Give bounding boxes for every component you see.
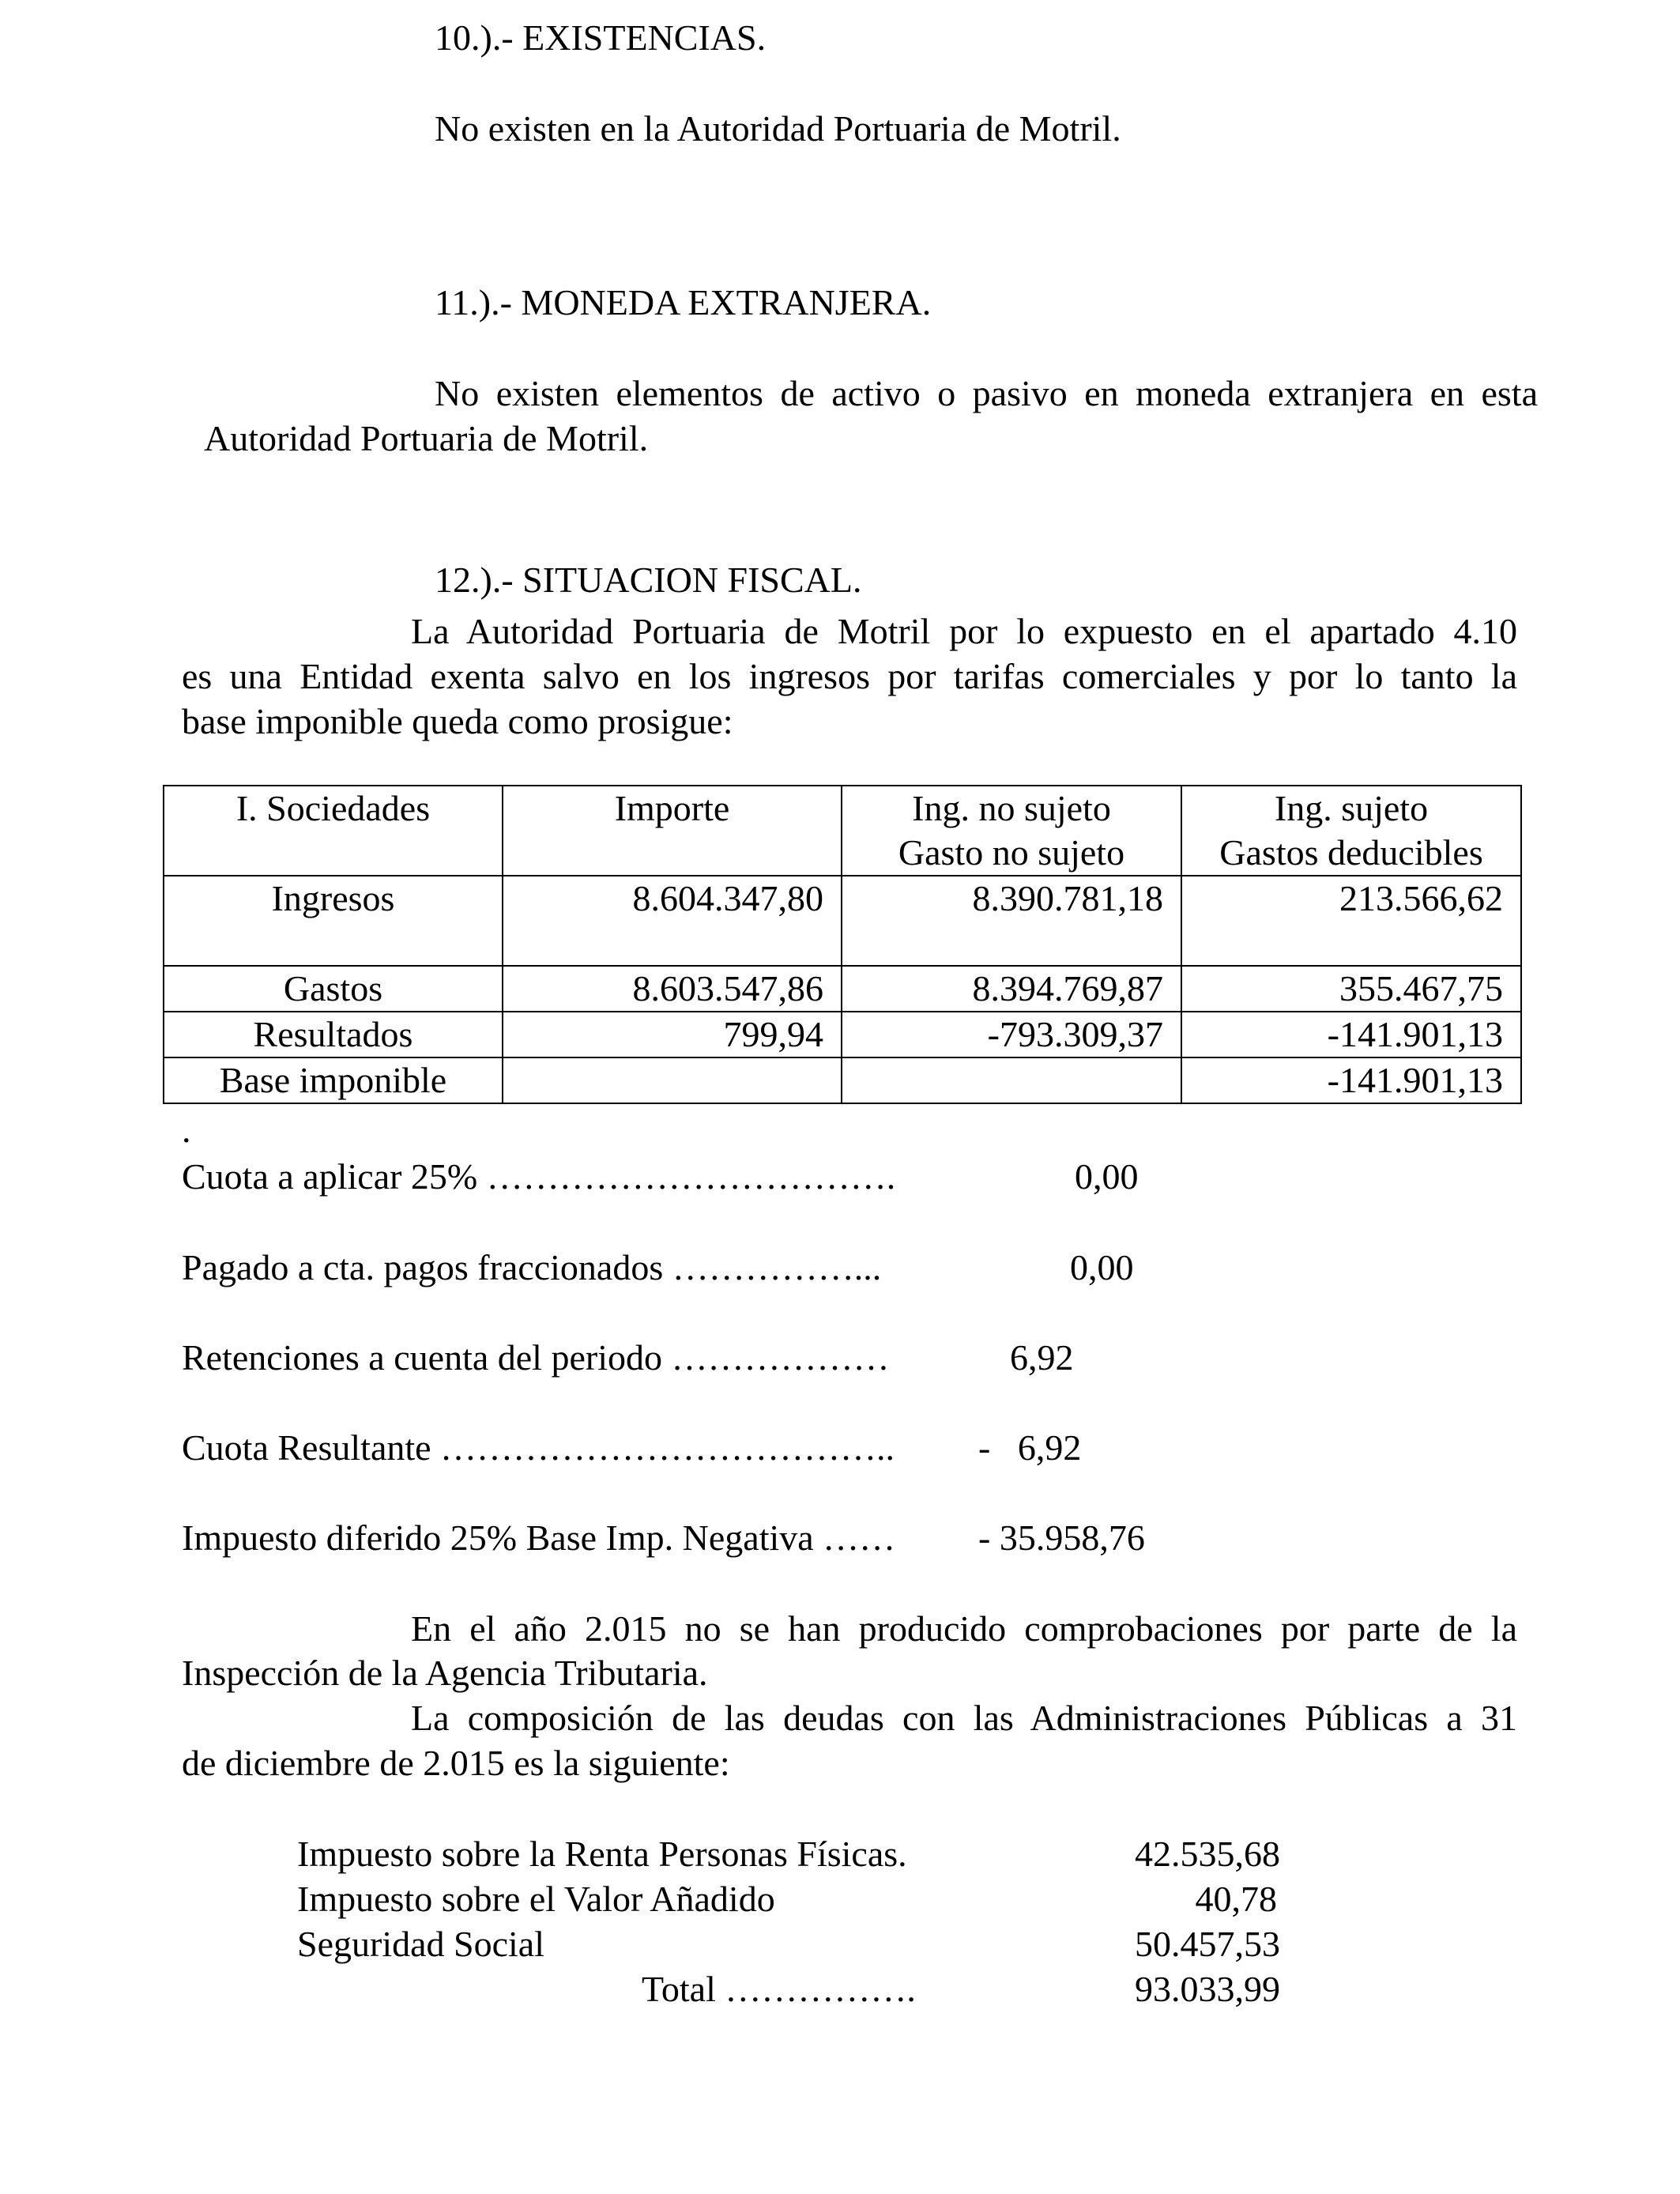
calc-line-label: Cuota a aplicar 25% …………………………….	[182, 1156, 896, 1197]
heading-moneda: 11.).- MONEDA EXTRANJERA.	[435, 282, 932, 322]
calc-line-value: - 6,92	[978, 1427, 1082, 1468]
calc-line-label: Impuesto diferido 25% Base Imp. Negativa ……	[182, 1517, 896, 1558]
debt-label: Seguridad Social	[297, 1924, 544, 1964]
table-row	[164, 1012, 1521, 1057]
closing-para2-line1: La composición de las deudas con las Administraciones Públicas a 31	[411, 1698, 1517, 1738]
table-header-row	[164, 786, 1521, 876]
calc-line-value: 0,00	[1075, 1156, 1139, 1197]
header-sociedades-text: I. Sociedades	[235, 788, 431, 828]
debt-label: Impuesto sobre la Renta Personas Físicas.	[297, 1834, 907, 1874]
row-sujeto: -141.901,13	[1181, 1057, 1521, 1103]
table-row	[164, 1057, 1521, 1103]
text-existencias: No existen en la Autoridad Portuaria de Motril.	[435, 108, 1121, 149]
header-importe	[503, 786, 842, 876]
text-fiscal-line2: es una Entidad exenta salvo en los ingresos por tarifas comerciales y por lo tanto la	[182, 656, 1517, 696]
row-importe: 8.604.347,80	[503, 876, 842, 966]
total-value: 93.033,99	[1135, 1969, 1280, 2009]
row-sujeto: -141.901,13	[1181, 1012, 1521, 1057]
row-importe	[503, 1057, 842, 1103]
calc-line-label: Retenciones a cuenta del periodo ………………	[182, 1337, 890, 1378]
row-label: Resultados	[164, 1012, 503, 1057]
header-no-sujeto-line1: Ing. no sujeto	[912, 788, 1111, 828]
row-no-sujeto: 8.394.769,87	[842, 966, 1181, 1012]
header-sujeto	[1181, 786, 1521, 876]
debt-value: 42.535,68	[1135, 1834, 1280, 1874]
text-fiscal-line3: base imponible queda como prosigue:	[182, 701, 733, 741]
text-fiscal-line1: La Autoridad Portuaria de Motril por lo expuesto en el apartado 4.10	[411, 611, 1517, 651]
calc-line-label: Pagado a cta. pagos fraccionados ……………...	[182, 1247, 882, 1287]
calc-line-value: 0,00	[1070, 1247, 1134, 1287]
closing-para1-line2: Inspección de la Agencia Tributaria.	[182, 1653, 708, 1693]
text-moneda-line1: No existen elementos de activo o pasivo en moneda extranjera en esta	[435, 373, 1538, 413]
calc-line-value: - 35.958,76	[978, 1517, 1145, 1558]
calc-line-label: Cuota Resultante ………………………………..	[182, 1427, 895, 1468]
row-no-sujeto	[842, 1057, 1181, 1103]
debt-value: 40,78	[1195, 1879, 1277, 1919]
debt-value: 50.457,53	[1135, 1924, 1280, 1964]
row-sujeto: 213.566,62	[1181, 876, 1521, 966]
debt-label: Impuesto sobre el Valor Añadido	[297, 1879, 775, 1919]
calc-line-value: 6,92	[1010, 1337, 1074, 1378]
total-label: Total …………….	[642, 1969, 916, 2009]
header-no-sujeto-line2: Gasto no sujeto	[898, 832, 1125, 873]
row-no-sujeto: -793.309,37	[842, 1012, 1181, 1057]
header-sociedades	[164, 786, 503, 876]
row-label: Base imponible	[164, 1057, 503, 1103]
row-importe: 8.603.547,86	[503, 966, 842, 1012]
row-label: Ingresos	[164, 876, 503, 966]
table-row	[164, 876, 1521, 966]
stray-dot: .	[182, 1110, 191, 1150]
closing-para2-line2: de diciembre de 2.015 es la siguiente:	[182, 1743, 730, 1783]
row-no-sujeto: 8.390.781,18	[842, 876, 1181, 966]
header-no-sujeto	[842, 786, 1181, 876]
header-sujeto-line1: Ing. sujeto	[1274, 788, 1429, 828]
header-sujeto-line2: Gastos deducibles	[1219, 832, 1483, 873]
row-sujeto: 355.467,75	[1181, 966, 1521, 1012]
heading-fiscal: 12.).- SITUACION FISCAL.	[435, 560, 862, 600]
row-importe: 799,94	[503, 1012, 842, 1057]
fiscal-table	[163, 785, 1522, 1104]
table-row	[164, 966, 1521, 1012]
row-label: Gastos	[164, 966, 503, 1012]
heading-existencias: 10.).- EXISTENCIAS.	[435, 17, 767, 58]
header-importe-text: Importe	[614, 788, 730, 828]
text-moneda-line2: Autoridad Portuaria de Motril.	[204, 418, 649, 458]
closing-para1-line1: En el año 2.015 no se han producido comprobaciones por parte de la	[411, 1608, 1517, 1649]
